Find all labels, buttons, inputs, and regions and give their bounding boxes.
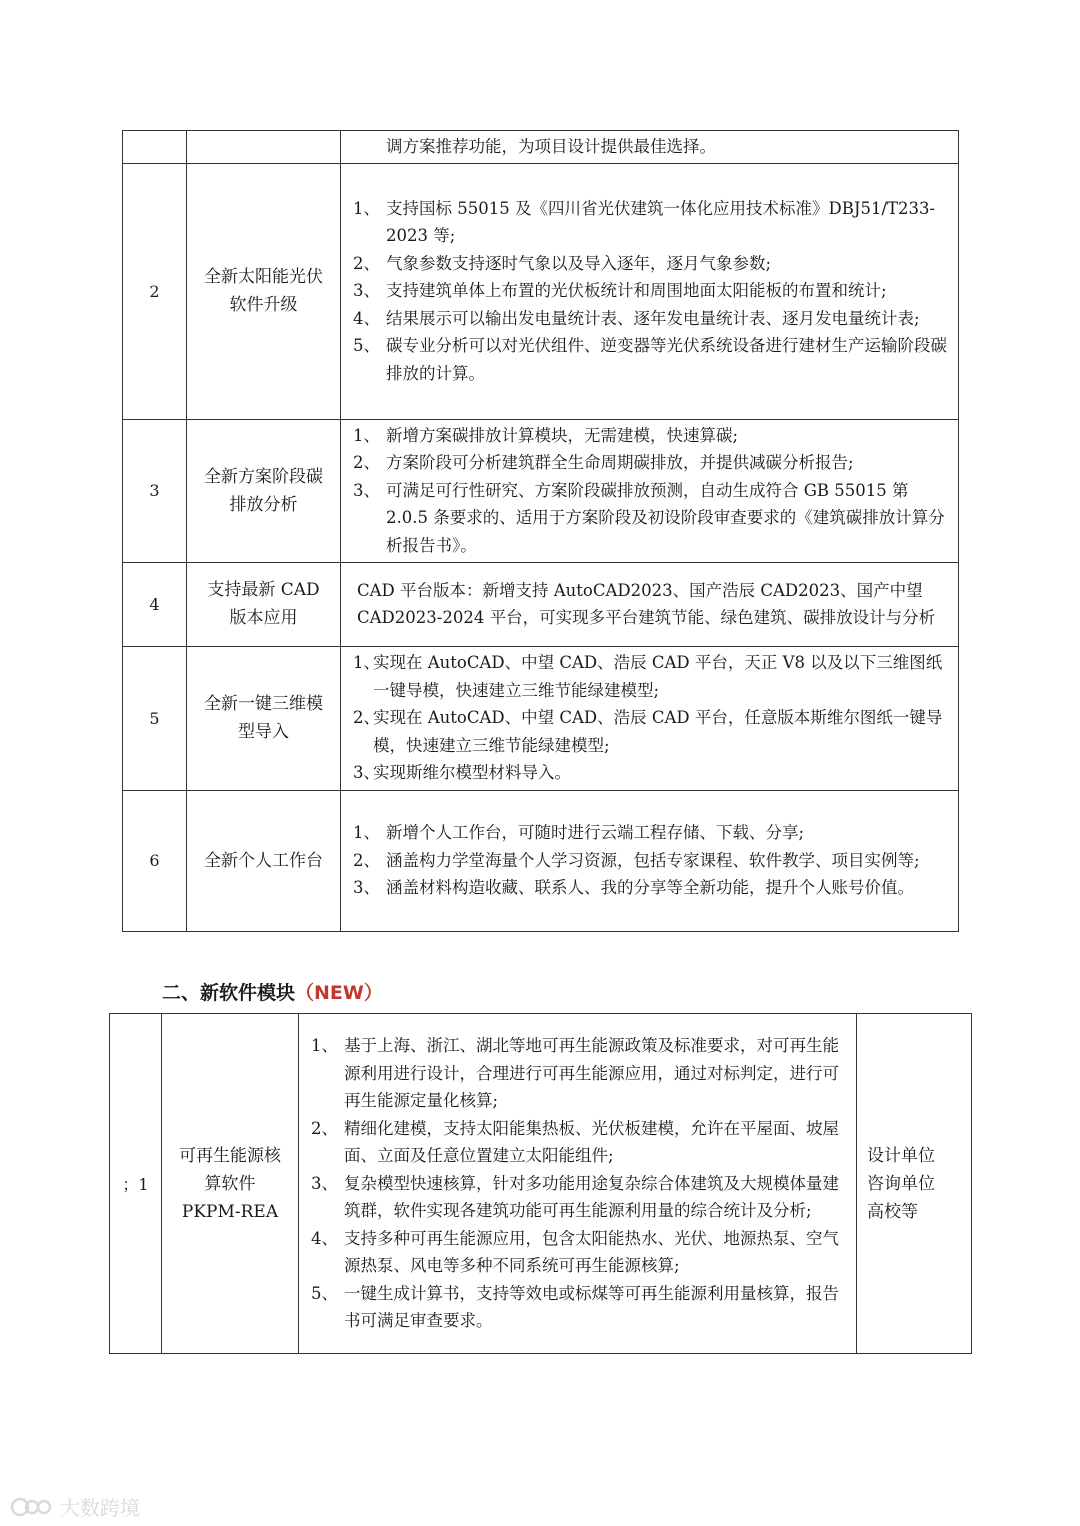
desc-cell <box>341 131 959 164</box>
section-title-accent: （NEW） <box>295 982 383 1004</box>
desc-cell <box>299 1014 857 1354</box>
list-item: 5、 碳专业分析可以对光伏组件、逆变器等光伏系统设备进行建材生产运输阶段碳排放的计算。 <box>353 336 947 383</box>
watermark-text: 大数跨境 <box>60 1496 140 1520</box>
desc-text: CAD 平台版本：新增支持 AutoCAD2023、国产浩辰 CAD2023、国产中望 CAD2023-2024 平台，可实现多平台建筑节能、绿色建筑、碳排放设计与分析 <box>357 580 936 627</box>
index-cell: 2 <box>123 163 187 419</box>
name-cell <box>187 646 341 790</box>
list-item: 2、 方案阶段可分析建筑群全生命周期碳排放，并提供减碳分析报告; <box>353 453 854 473</box>
name-cell <box>187 419 341 562</box>
list-item: 2、 涵盖构力学堂海量个人学习资源，包括专家课程、软件教学、项目实例等; <box>353 850 920 870</box>
list-item: 1、 新增个人工作台，可随时进行云端工程存储、下载、分享; <box>353 823 805 843</box>
users-line: 高校等 <box>867 1201 918 1222</box>
name-cell <box>162 1014 299 1354</box>
index-cell: 4 <box>123 562 187 646</box>
users-cell <box>857 1014 972 1354</box>
name-cell <box>187 163 341 419</box>
list-item: 4、 结果展示可以输出发电量统计表、逐年发电量统计表、逐月发电量统计表; <box>353 308 920 328</box>
section-title <box>162 978 383 1005</box>
desc-cell <box>341 646 959 790</box>
name-line: 支持最新 CAD <box>207 580 320 600</box>
desc-cell <box>341 419 959 562</box>
list-item: 5、 一键生成计算书，支持等效电或标煤等可再生能源利用量核算，报告书可满足审查要求。 <box>311 1283 839 1331</box>
list-item: 2、 实现在 AutoCAD、中望 CAD、浩辰 CAD 平台，任意版本斯维尔图纸一键导模，快速建立三维节能绿建模型; <box>353 708 943 755</box>
index-cell: 6 <box>123 790 187 931</box>
name-line: 算软件 <box>204 1173 256 1194</box>
name-line: PKPM-REA <box>181 1201 279 1222</box>
name-line: 版本应用 <box>229 608 298 628</box>
watermark-logo-icon <box>10 1494 54 1520</box>
continuation-text: 调方案推荐功能，为项目设计提供最佳选择。 <box>386 137 716 156</box>
name-line: 全新个人工作台 <box>204 850 323 871</box>
users-line: 设计单位 <box>867 1145 935 1166</box>
index-cell: 5 <box>123 646 187 790</box>
desc-cell <box>341 163 959 419</box>
name-line: 全新方案阶段碳 <box>204 466 323 487</box>
table-row <box>123 790 959 931</box>
index-cell: 3 <box>123 419 187 562</box>
list-item: 2、 精细化建模，支持太阳能集热板、光伏板建模，允许在平屋面、坡屋面、立面及任意位置建立太阳能组件; <box>311 1118 839 1166</box>
index-cell: ；1 <box>110 1014 162 1354</box>
list-item: 3、 支持建筑单体上布置的光伏板统计和周围地面太阳能板的布置和统计; <box>353 281 887 301</box>
list-item: 2、 气象参数支持逐时气象以及导入逐年，逐月气象参数; <box>353 253 772 273</box>
name-line: 全新太阳能光伏 <box>204 267 323 287</box>
name-line: 软件升级 <box>229 295 298 315</box>
list-item: 3、 涵盖材料构造收藏、联系人、我的分享等全新功能，提升个人账号价值。 <box>353 878 914 898</box>
table-row <box>123 163 959 419</box>
list-item: 3、 可满足可行性研究、方案阶段碳排放预测，自动生成符合 GB 55015 第 2.0.5 条要求的、适用于方案阶段及初设阶段审查要求的《建筑碳排放计算分析报告书》。 <box>353 480 945 555</box>
name-cell <box>187 131 341 164</box>
name-line: 型导入 <box>238 722 289 742</box>
table-row <box>123 419 959 562</box>
list-item: 1、 新增方案碳排放计算模块，无需建模，快速算碳; <box>353 425 739 445</box>
name-line: 可再生能源核 <box>179 1145 281 1166</box>
list-item: 3、 复杂模型快速核算，针对多功能用途复杂综合体建筑及大规模体量建筑群，软件实现各建筑功能可再生能源利用量的综合统计及分析; <box>311 1173 839 1221</box>
name-line: 全新一键三维模 <box>204 694 323 714</box>
section-title-text: 二、新软件模块 <box>162 982 296 1004</box>
name-line: 排放分析 <box>229 494 298 515</box>
list-item: 3、 实现斯维尔模型材料导入。 <box>353 763 571 783</box>
list-item: 4、 支持多种可再生能源应用，包含太阳能热水、光伏、地源热泵、空气源热泵、风电等多种不同系统可再生能源核算; <box>311 1228 839 1276</box>
desc-cell <box>341 562 959 646</box>
table-row <box>123 646 959 790</box>
feature-upgrade-table <box>122 130 959 932</box>
users-line: 咨询单位 <box>867 1173 935 1194</box>
table-row <box>123 562 959 646</box>
new-module-table <box>109 1013 972 1354</box>
index-cell <box>123 131 187 164</box>
table-row <box>123 131 959 164</box>
list-item: 1、 实现在 AutoCAD、中望 CAD、浩辰 CAD 平台，天正 V8 以及以下三维图纸一键导模，快速建立三维节能绿建模型; <box>353 653 943 700</box>
name-cell <box>187 562 341 646</box>
watermark <box>10 1492 140 1521</box>
list-item: 1、 基于上海、浙江、湖北等地可再生能源政策及标准要求，对可再生能源利用进行设计，合理进行可再生能源应用，通过对标判定，进行可再生能源定量化核算; <box>311 1036 839 1111</box>
name-cell <box>187 790 341 931</box>
list-item: 1、 支持国标 55015 及《四川省光伏建筑一体化应用技术标准》DBJ51/T233-2023 等; <box>353 198 936 246</box>
table-row <box>110 1014 972 1354</box>
desc-cell <box>341 790 959 931</box>
